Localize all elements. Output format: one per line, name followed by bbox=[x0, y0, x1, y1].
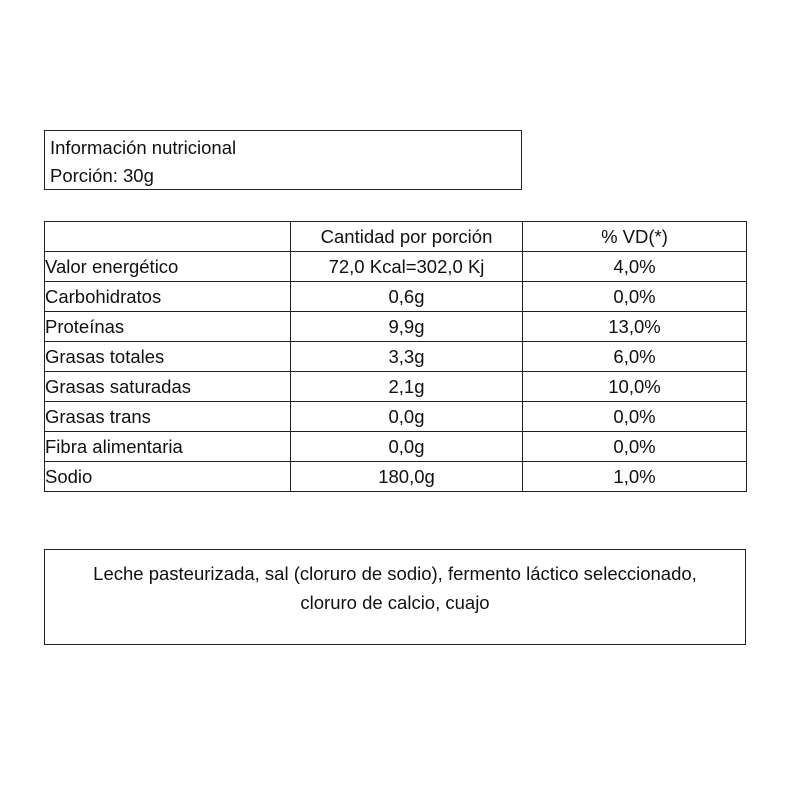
table-row bbox=[45, 312, 747, 342]
nutrient-amount: 3,3g bbox=[291, 342, 523, 372]
nutrient-daily-value: 6,0% bbox=[523, 342, 747, 372]
ingredients-line-2: cloruro de calcio, cuajo bbox=[300, 592, 490, 613]
ingredients-box bbox=[44, 549, 746, 645]
nutrient-amount: 0,0g bbox=[291, 402, 523, 432]
ingredients-line-1: Leche pasteurizada, sal (cloruro de sodio), fermento láctico seleccionado, bbox=[93, 563, 697, 584]
nutrition-table bbox=[44, 221, 747, 492]
table-row bbox=[45, 372, 747, 402]
table-header-row bbox=[45, 222, 747, 252]
nutrient-amount: 9,9g bbox=[291, 312, 523, 342]
nutrient-amount: 2,1g bbox=[291, 372, 523, 402]
nutrient-daily-value: 0,0% bbox=[523, 402, 747, 432]
table-row bbox=[45, 432, 747, 462]
nutrition-title: Información nutricional bbox=[50, 137, 237, 158]
nutrient-amount: 0,0g bbox=[291, 432, 523, 462]
table-row bbox=[45, 252, 747, 282]
portion-size: Porción: 30g bbox=[50, 165, 154, 186]
nutrient-daily-value: 10,0% bbox=[523, 372, 747, 402]
nutrient-name: Grasas saturadas bbox=[45, 372, 291, 402]
nutrient-daily-value: 13,0% bbox=[523, 312, 747, 342]
nutrient-name: Fibra alimentaria bbox=[45, 432, 291, 462]
column-header-daily-value: % VD(*) bbox=[523, 222, 747, 252]
nutrient-daily-value: 4,0% bbox=[523, 252, 747, 282]
nutrient-name: Carbohidratos bbox=[45, 282, 291, 312]
nutrient-name: Proteínas bbox=[45, 312, 291, 342]
nutrient-daily-value: 1,0% bbox=[523, 462, 747, 492]
column-header-nutrient bbox=[45, 222, 291, 252]
nutrient-name: Grasas totales bbox=[45, 342, 291, 372]
nutrient-daily-value: 0,0% bbox=[523, 282, 747, 312]
nutrient-amount: 180,0g bbox=[291, 462, 523, 492]
nutrition-header-box bbox=[44, 130, 522, 190]
table-row bbox=[45, 342, 747, 372]
column-header-amount: Cantidad por porción bbox=[291, 222, 523, 252]
nutrient-amount: 0,6g bbox=[291, 282, 523, 312]
table-row bbox=[45, 402, 747, 432]
nutrient-amount: 72,0 Kcal=302,0 Kj bbox=[291, 252, 523, 282]
table-row bbox=[45, 462, 747, 492]
nutrient-name: Sodio bbox=[45, 462, 291, 492]
table-row bbox=[45, 282, 747, 312]
nutrient-name: Valor energético bbox=[45, 252, 291, 282]
nutrient-name: Grasas trans bbox=[45, 402, 291, 432]
nutrient-daily-value: 0,0% bbox=[523, 432, 747, 462]
